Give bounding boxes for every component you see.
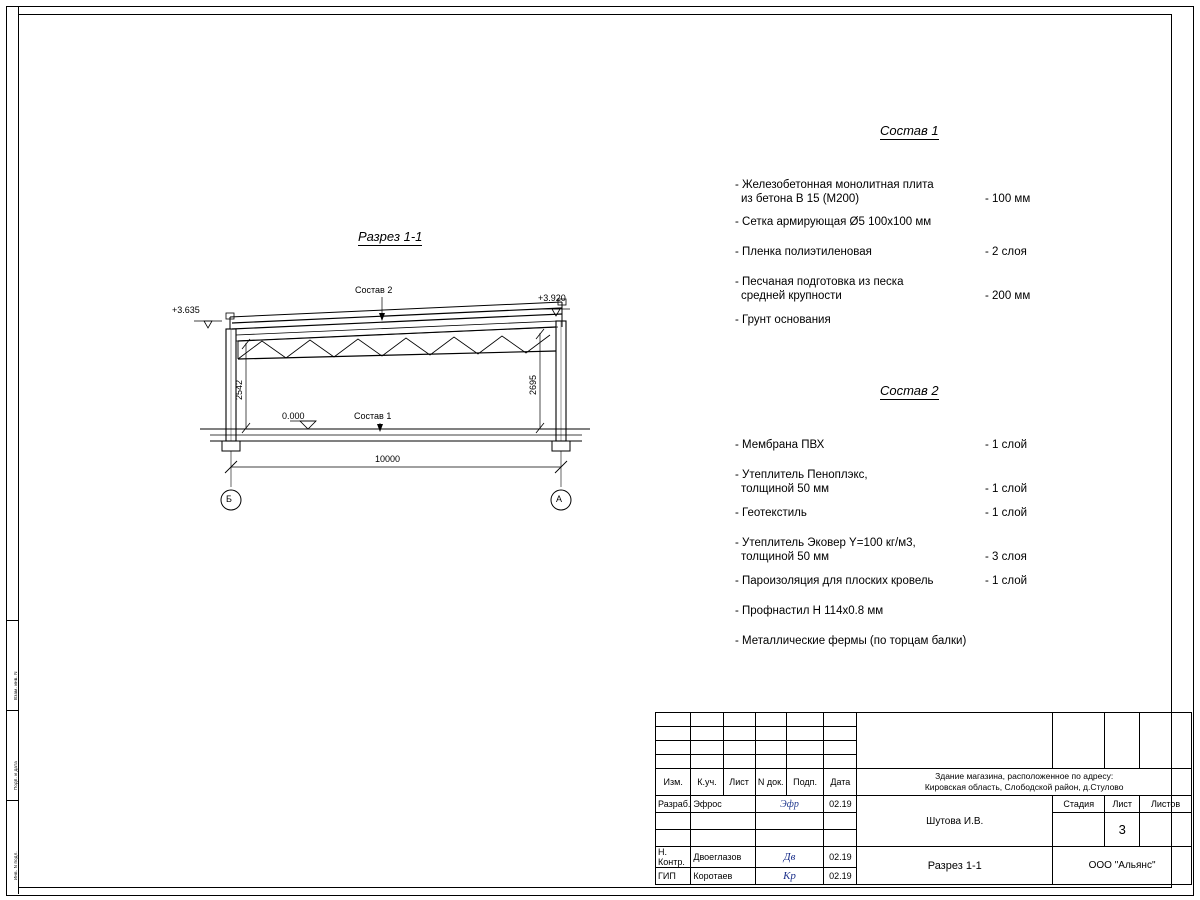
callout-sostav1-label: Состав 1	[354, 411, 392, 421]
section-svg	[170, 225, 610, 525]
svg-text:2695: 2695	[528, 374, 538, 396]
left-margin-text-2: Подп. и дата	[13, 761, 18, 790]
stamp-col-podp: Подп.	[793, 777, 818, 787]
spec2-row-1-line1: - Мембрана ПВХ	[735, 439, 825, 451]
stamp-name-5: Коротаев	[693, 871, 733, 881]
stamp-checker: Шутова И.В.	[926, 815, 984, 827]
spec2-row-5-value: - 1 слой	[985, 575, 1028, 587]
stamp-drawing-name: Разрез 1-1	[927, 859, 982, 872]
spec2-row-6	[735, 604, 1095, 622]
title-block-table	[655, 712, 1192, 885]
spec2-row-1-value: - 1 слой	[985, 439, 1028, 451]
left-margin-text-1: Взам. инв. N	[13, 671, 18, 700]
callout-sostav2-label: Состав 2	[355, 285, 393, 295]
level-left-label: +3.635	[172, 305, 200, 315]
stamp-role-4: Н. Контр.	[658, 847, 685, 867]
spec1-row-3-value: - 2 слоя	[985, 246, 1027, 258]
stamp-name-1: Эфрос	[693, 799, 722, 809]
svg-text:2542: 2542	[234, 379, 244, 401]
spec1-row-5-line1: - Грунт основания	[735, 314, 831, 326]
stamp-row-developer	[656, 796, 1192, 813]
spec2-row-4-line2: толщиной 50 мм	[741, 551, 830, 563]
spec1-row-1	[735, 178, 1095, 206]
stamp-sheet-header: Лист	[1112, 799, 1133, 809]
section-title: Разрез 1-1	[358, 229, 423, 244]
stamp-row-normcontrol	[656, 847, 1192, 868]
spec1-row-3	[735, 245, 1095, 263]
spec2-row-3-value: - 1 слой	[985, 507, 1028, 519]
left-margin-text-3: Инв. N подл.	[13, 851, 18, 880]
spec1-row-4	[735, 275, 1095, 303]
spec2-row-5	[735, 574, 1095, 592]
stamp-blank-row	[656, 713, 1192, 727]
title-block	[655, 712, 1192, 887]
stamp-stage-header: Стадия	[1063, 799, 1095, 809]
stamp-date-5: 02.19	[829, 871, 852, 881]
stamp-date-1: 02.19	[829, 799, 852, 809]
level-right-label: +3.920	[538, 293, 566, 303]
spec2-row-6-line1: - Профнастил Н 114х0.8 мм	[735, 605, 884, 617]
stamp-sheet-value: 3	[1118, 822, 1126, 837]
spec2-title: Состав 2	[880, 383, 939, 398]
stamp-signature-5: Кр	[783, 870, 796, 882]
spec-block-sostav1	[735, 122, 1095, 340]
spec2-row-2-line1: - Утеплитель Пеноплэкс,	[735, 469, 868, 481]
spec1-row-3-line1: - Пленка полиэтиленовая	[735, 246, 872, 258]
spec2-row-4-line1: - Утеплитель Эковер Y=100 кг/м3,	[735, 537, 916, 549]
spec2-row-5-line1: - Пароизоляция для плоских кровель	[735, 575, 934, 587]
stamp-name-4: Двоеглазов	[693, 852, 742, 862]
stamp-role-5: ГИП	[658, 871, 676, 881]
axis-label-left: Б	[226, 494, 232, 504]
stamp-col-ndok: N док.	[757, 777, 784, 787]
stamp-sheets-header: Листов	[1150, 799, 1181, 809]
level-zero-label: 0.000	[282, 411, 305, 421]
spec2-row-2	[735, 468, 1095, 496]
spec2-row-3	[735, 506, 1095, 524]
axis-label-right: А	[556, 494, 563, 504]
spec2-row-2-line2: толщиной 50 мм	[741, 483, 830, 495]
spec1-row-1-value: - 100 мм	[985, 193, 1031, 205]
stamp-organization: ООО "Альянс"	[1088, 860, 1156, 871]
stamp-header-row	[656, 769, 1192, 796]
spec1-row-2	[735, 215, 1095, 233]
stamp-object-line2: Кировская область, Слободской район, д.Стулово	[924, 782, 1124, 792]
spec1-row-1-line2: из бетона В 15 (М200)	[741, 193, 860, 205]
spec2-row-4	[735, 536, 1095, 564]
stamp-role-1: Разраб.	[658, 799, 691, 809]
spec2-row-7-line1: - Металлические фермы (по торцам балки)	[735, 635, 967, 647]
stamp-signature-1: Эфр	[780, 798, 799, 810]
spec-block-sostav2	[735, 382, 1095, 679]
spec1-row-2-line1: - Сетка армирующая Ø5 100х100 мм	[735, 216, 932, 228]
spec1-row-4-value: - 200 мм	[985, 290, 1031, 302]
stamp-object-line1: Здание магазина, расположенное по адресу:	[935, 771, 1114, 781]
stamp-date-4: 02.19	[829, 852, 852, 862]
section-drawing	[170, 225, 610, 525]
spec2-row-4-value: - 3 слоя	[985, 551, 1027, 563]
spec1-title: Состав 1	[880, 123, 939, 138]
spec1-row-4-line1: - Песчаная подготовка из песка	[735, 276, 904, 288]
spec1-row-5	[735, 313, 1095, 331]
stamp-col-izm: Изм.	[663, 777, 683, 787]
stamp-signature-4: Дв	[783, 851, 796, 863]
stamp-col-list: Лист	[729, 777, 749, 787]
spec1-row-1-line1: - Железобетонная монолитная плита	[735, 179, 934, 191]
spec2-row-1	[735, 438, 1095, 456]
spec1-row-4-line2: средней крупности	[741, 290, 842, 302]
dim-span-label: 10000	[375, 454, 401, 464]
stamp-col-data: Дата	[830, 777, 851, 787]
left-margin-cell-3	[6, 800, 18, 895]
stamp-col-kuch: К.уч.	[697, 777, 717, 787]
spec2-row-3-line1: - Геотекстиль	[735, 507, 807, 519]
spec2-row-2-value: - 1 слой	[985, 483, 1028, 495]
spec2-row-7	[735, 634, 1095, 670]
